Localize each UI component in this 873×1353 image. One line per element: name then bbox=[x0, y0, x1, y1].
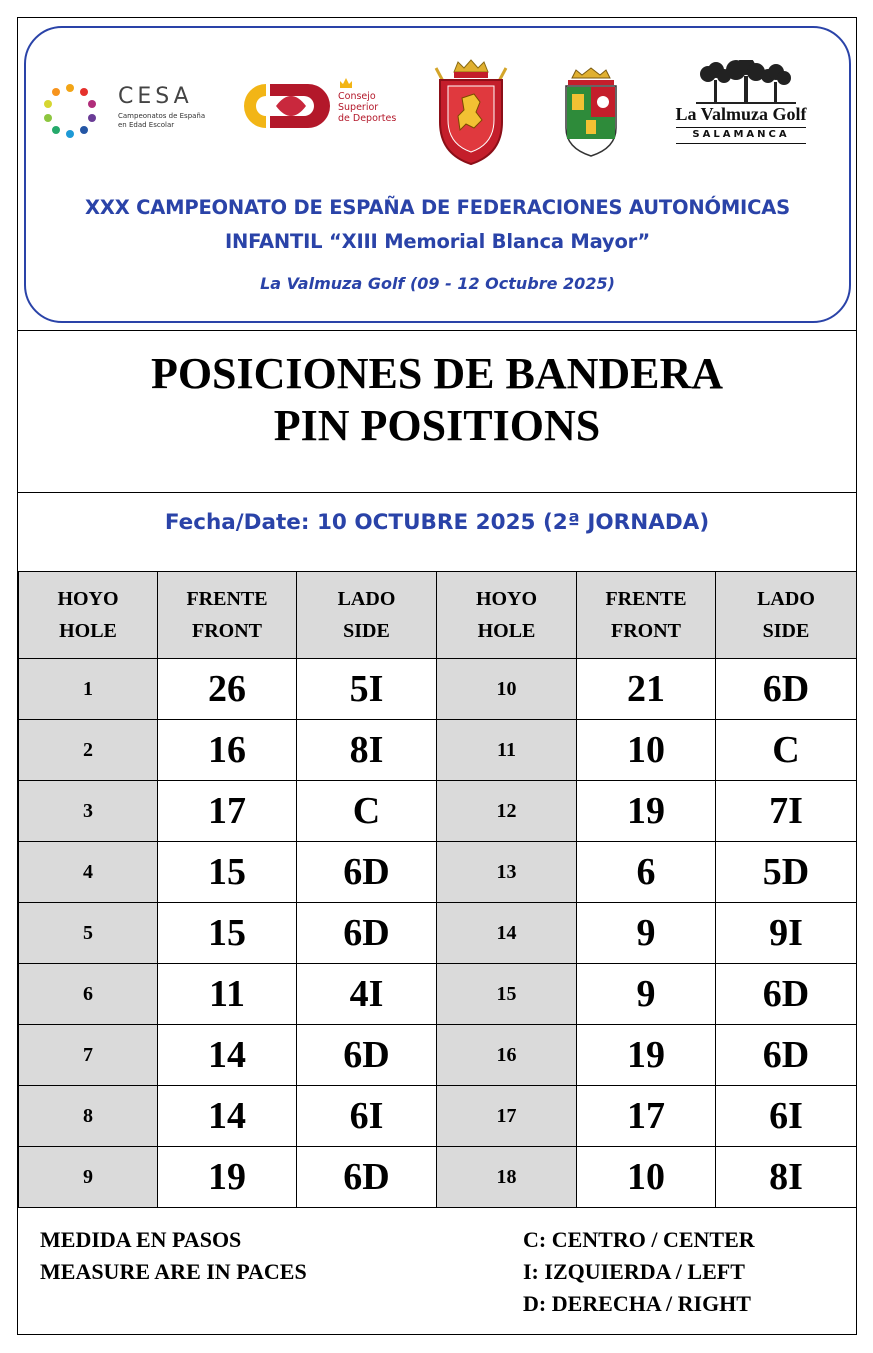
side-position: 9I bbox=[716, 903, 857, 964]
side-position: 5I bbox=[297, 659, 437, 720]
hole-number: 15 bbox=[437, 964, 577, 1025]
table-row bbox=[19, 964, 857, 1025]
side-position: 6I bbox=[297, 1086, 437, 1147]
header-side: LADO SIDE bbox=[297, 572, 437, 659]
hole-number: 8 bbox=[19, 1086, 158, 1147]
rfeg-crest-logo bbox=[428, 58, 514, 168]
cesa-logo bbox=[38, 78, 228, 148]
side-position: 6D bbox=[297, 903, 437, 964]
front-distance: 15 bbox=[158, 903, 297, 964]
csd-mark-icon bbox=[226, 76, 336, 136]
header-hole: HOYO HOLE bbox=[437, 572, 577, 659]
front-distance: 11 bbox=[158, 964, 297, 1025]
page-title bbox=[18, 348, 856, 452]
side-position: 8I bbox=[297, 720, 437, 781]
hole-number: 11 bbox=[437, 720, 577, 781]
hole-number: 5 bbox=[19, 903, 158, 964]
front-distance: 9 bbox=[577, 964, 716, 1025]
hole-number: 18 bbox=[437, 1147, 577, 1208]
hole-number: 16 bbox=[437, 1025, 577, 1086]
pin-sheet bbox=[17, 17, 857, 1335]
front-distance: 19 bbox=[577, 1025, 716, 1086]
hole-number: 6 bbox=[19, 964, 158, 1025]
footer-legend bbox=[523, 1224, 755, 1320]
side-position: 5D bbox=[716, 842, 857, 903]
regional-federation-crest-icon bbox=[558, 66, 624, 162]
csd-text-2: Superior bbox=[338, 102, 379, 113]
hole-number: 4 bbox=[19, 842, 158, 903]
side-position: 8I bbox=[716, 1147, 857, 1208]
championship-subtitle: INFANTIL “XIII Memorial Blanca Mayor” bbox=[224, 230, 651, 253]
footer-measure-en: MEASURE ARE IN PACES bbox=[40, 1259, 307, 1284]
table-row bbox=[19, 1147, 857, 1208]
front-distance: 10 bbox=[577, 1147, 716, 1208]
valmuza-rule-bottom bbox=[676, 143, 806, 144]
csd-text-3: de Deportes bbox=[338, 113, 397, 124]
title-spanish: POSICIONES DE BANDERA bbox=[150, 349, 724, 398]
pin-rows bbox=[19, 659, 857, 1208]
table-row bbox=[19, 842, 857, 903]
front-distance: 15 bbox=[158, 842, 297, 903]
front-distance: 17 bbox=[158, 781, 297, 842]
side-position: 4I bbox=[297, 964, 437, 1025]
front-distance: 19 bbox=[158, 1147, 297, 1208]
side-position: 6D bbox=[716, 1025, 857, 1086]
table-row bbox=[19, 659, 857, 720]
table-row bbox=[19, 903, 857, 964]
side-position: 6D bbox=[716, 659, 857, 720]
hole-number: 14 bbox=[437, 903, 577, 964]
table-header-row bbox=[19, 572, 857, 659]
front-distance: 21 bbox=[577, 659, 716, 720]
side-position: 6D bbox=[297, 842, 437, 903]
regional-crest-logo bbox=[558, 66, 624, 162]
front-distance: 26 bbox=[158, 659, 297, 720]
logo-row bbox=[26, 58, 849, 168]
hole-number: 9 bbox=[19, 1147, 158, 1208]
header-front: FRENTE FRONT bbox=[158, 572, 297, 659]
csd-logo bbox=[226, 76, 416, 146]
hole-number: 2 bbox=[19, 720, 158, 781]
side-position: 6D bbox=[297, 1025, 437, 1086]
cesa-sub2: en Edad Escolar bbox=[118, 121, 175, 129]
hole-number: 3 bbox=[19, 781, 158, 842]
front-distance: 6 bbox=[577, 842, 716, 903]
table-row bbox=[19, 1086, 857, 1147]
cesa-ring-icon bbox=[38, 78, 102, 142]
side-position: 7I bbox=[716, 781, 857, 842]
front-distance: 16 bbox=[158, 720, 297, 781]
hole-number: 10 bbox=[437, 659, 577, 720]
legend-right: D: DERECHA / RIGHT bbox=[523, 1291, 751, 1316]
front-distance: 10 bbox=[577, 720, 716, 781]
front-distance: 14 bbox=[158, 1086, 297, 1147]
side-position: 6I bbox=[716, 1086, 857, 1147]
round-date: Fecha/Date: 10 OCTUBRE 2025 (2ª JORNADA) bbox=[164, 510, 710, 535]
hole-number: 17 bbox=[437, 1086, 577, 1147]
valmuza-name: La Valmuza Golf bbox=[675, 104, 807, 124]
footer-measure-es: MEDIDA EN PASOS bbox=[40, 1227, 242, 1252]
pin-positions-table bbox=[18, 571, 857, 1208]
trees-icon bbox=[666, 60, 816, 110]
hole-number: 13 bbox=[437, 842, 577, 903]
front-distance: 17 bbox=[577, 1086, 716, 1147]
header-hole: HOYO HOLE bbox=[19, 572, 158, 659]
table-row bbox=[19, 1025, 857, 1086]
hole-number: 1 bbox=[19, 659, 158, 720]
crown-icon bbox=[338, 76, 354, 90]
csd-text-1: Consejo bbox=[338, 91, 376, 102]
side-position: C bbox=[716, 720, 857, 781]
venue-dates: La Valmuza Golf (09 - 12 Octubre 2025) bbox=[260, 274, 615, 293]
golf-federation-crest-icon bbox=[428, 58, 514, 168]
legend-center: C: CENTRO / CENTER bbox=[523, 1227, 755, 1252]
legend-left: I: IZQUIERDA / LEFT bbox=[523, 1259, 745, 1284]
table-row bbox=[19, 720, 857, 781]
valmuza-rule bbox=[676, 127, 806, 128]
front-distance: 9 bbox=[577, 903, 716, 964]
front-distance: 19 bbox=[577, 781, 716, 842]
hole-number: 12 bbox=[437, 781, 577, 842]
table-row bbox=[19, 781, 857, 842]
title-english: PIN POSITIONS bbox=[273, 401, 601, 450]
valmuza-logo bbox=[666, 60, 816, 164]
championship-title: XXX CAMPEONATO DE ESPAÑA DE FEDERACIONES AUTONÓMICAS bbox=[85, 196, 790, 219]
side-position: 6D bbox=[297, 1147, 437, 1208]
divider bbox=[18, 330, 856, 331]
cesa-text: CESA bbox=[118, 84, 193, 109]
cesa-sub1: Campeonatos de España bbox=[118, 112, 206, 120]
side-position: 6D bbox=[716, 964, 857, 1025]
hole-number: 7 bbox=[19, 1025, 158, 1086]
header-front: FRENTE FRONT bbox=[577, 572, 716, 659]
header-box bbox=[24, 26, 851, 323]
side-position: C bbox=[297, 781, 437, 842]
valmuza-city: SALAMANCA bbox=[692, 129, 790, 140]
header-side: LADO SIDE bbox=[716, 572, 857, 659]
front-distance: 14 bbox=[158, 1025, 297, 1086]
divider bbox=[18, 492, 856, 493]
footer-measure bbox=[40, 1224, 307, 1288]
